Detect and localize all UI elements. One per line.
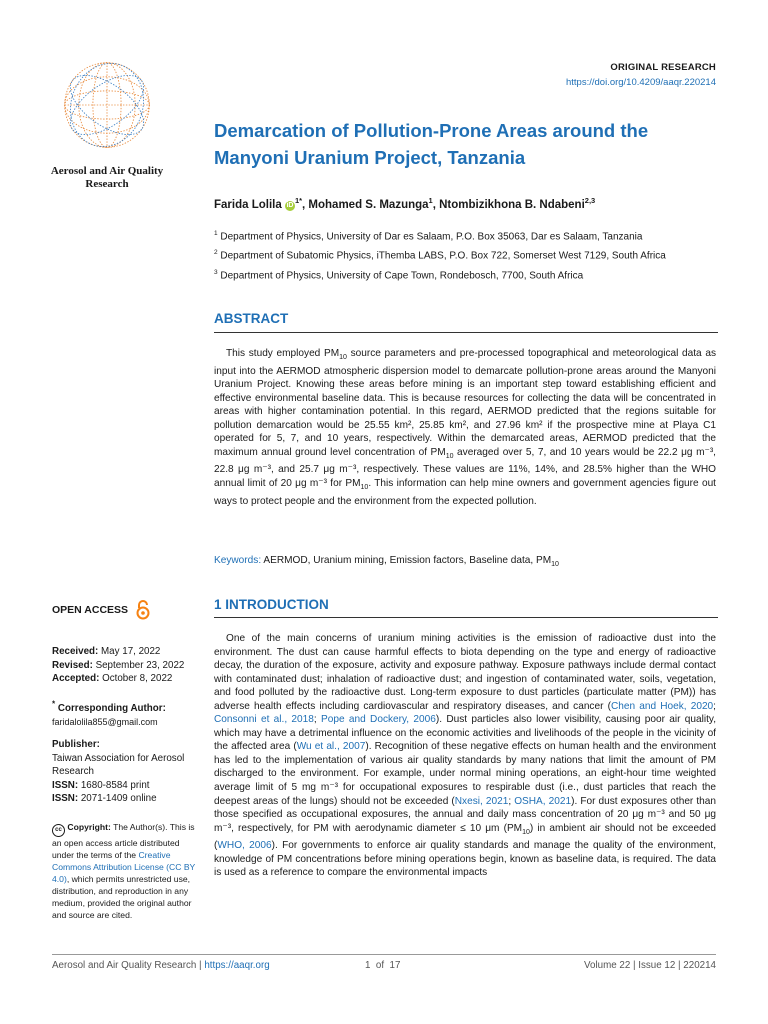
abstract-divider (214, 332, 718, 333)
received-date: Received: May 17, 2022 (52, 646, 161, 657)
introduction-body: One of the main concerns of uranium mining activities is the emission of radioactive dust into the environment. The dust can cause harmful effects to biota depending on the type and energy of radioactive decay, the duration of the exposure, activity and exposure pathway. Exposure pathways include dermal contact with contaminated dust; inhalation of radioactive dust; and ingestion of contaminated water, soils, vegetation, and food polluted by the radioactive dust. Long-term exposure to dust particles (particulate matter (PM)) has adverse health effects including cardiovascular and respiratory diseases, and cancer (Chen and Hoek, 2020; Consonni et al., 2018; Pope and Dockery, 2006). Dust particles also lower visibility, causing poor air quality, which may have a detrimental influence on the economic activities and livelihoods of the people in the vicinity of the affected area (Wu et al., 2007). Recognition of these negative effects on human health and the environment has led to the implementation of various air quality standards by many nations that limit the amount of PM discharged to the environment. For example, under normal mining operations, an eight-hour time weighted average limit of 5 mg m⁻³ for occupational exposures to respirable dust (i.e., dust particles that reach the deepest areas of the lungs) should not be exceeded (Nxesi, 2021; OSHA, 2021). For dust exposures other than those specified as occupational exposures, the annual and daily mass concentration of 20 μg m⁻³ and 50 μg m⁻³, respectively, for PM with aerodynamic diameter ≤ 10 μm $(PM_{10})$ in ambient air should not be exceeded (WHO, 2006). For governments to enforce air quality standards and manage the quality of the environment, knowledge of PM concentrations before mining operations begin, known as baseline data, is required. The data is used as a reference to compare the environmental impacts (214, 633, 717, 879)
open-access-label: OPEN ACCESS (52, 604, 129, 616)
citation-link[interactable]: WHO, 2006 (217, 840, 272, 852)
corresponding-email[interactable]: faridalolila855@gmail.com (52, 716, 158, 727)
citation-link[interactable]: Consonni et al., 2018 (214, 714, 314, 726)
journal-url-link[interactable]: https://aaqr.org (204, 960, 270, 971)
paper-title (214, 117, 724, 171)
footer-divider (52, 954, 716, 955)
author-1: Farida Lolila (214, 198, 285, 211)
abstract-body: This study employed $PM_{10}$ source parameters and pre-processed topographical and meteorological data as input into the AERMOD atmospheric dispersion model to demarcate pollution-prone areas around the Manyoni Uranium Project. Knowing these areas before mining is an important step toward establishing efficient and effective environmental baseline data. This is because resources for collecting the data will be concentrated in areas with higher contamination potential. In this regard, AERMOD predicted that the regions suitable for pollution demarcation would be 25.55 km², 25.85 km², and 27.96 km² if the prospective mine at Playa C1 operated for 5, 7, and 10 years, respectively. Within the demarcated areas, AERMOD predicted that the maximum annual ground level concentration of $PM_{10}$ averaged over 5, 7, and 10 years would be 22.2 μg m⁻³, 22.8 μg m⁻³, and 25.7 μg m⁻³, respectively. These values are 11%, 14%, and 28.5% higher than the WHO annual limit of 20 μg m⁻³ for $PM_{10}$. This information can help mine owners and government agencies figure out ways to protect people and the environment from the expected pollution. (214, 348, 716, 507)
cc-icon: cc (52, 824, 65, 837)
volume-info: Volume 22 | Issue 12 | 220214 (584, 960, 716, 971)
keywords: Keywords: AERMOD, Uranium mining, Emission factors, Baseline data, $PM_{10}$ (214, 555, 559, 569)
author-2-affil: 1 (428, 196, 433, 205)
revised-date: Revised: September 23, 2022 (52, 659, 185, 671)
author-3-affil: 2,3 (584, 196, 596, 205)
copyright-notice: cc Copyright: The Author(s). This is an open access article distributed under the terms of the Creative Commons Attribution License (CC BY 4.0), which permits unrestricted use, distribution, and reproduction in any medium, provided the original author and source are cited. (52, 822, 196, 920)
issn-print: ISSN: 1680-8584 print (52, 779, 150, 791)
article-dates (52, 645, 202, 686)
abstract-heading: ABSTRACT (214, 311, 289, 326)
license-link[interactable]: Creative Commons Attribution License (CC BY 4.0) (52, 850, 196, 884)
open-lock-icon (136, 600, 150, 620)
footer-journal: Aerosol and Air Quality Research | https://aaqr.org (52, 960, 270, 971)
accepted-date: Accepted: October 8, 2022 (52, 673, 173, 684)
journal-name (40, 165, 174, 191)
journal-name-line1: Aerosol and Air Quality (50, 165, 164, 177)
article-type: ORIGINAL RESEARCH (610, 62, 716, 73)
citation-link[interactable]: Chen and Hoek, 2020 (610, 700, 714, 712)
author-2: Mohamed S. Mazunga (308, 198, 429, 211)
keywords-label: Keywords: (214, 555, 262, 566)
citation-link[interactable]: Wu et al., 2007 (296, 741, 366, 753)
article-header (566, 60, 716, 90)
publisher-name: Taiwan Association for Aerosol Research (52, 752, 185, 777)
doi-link[interactable]: https://doi.org/10.4209/aaqr.220214 (565, 77, 716, 88)
introduction-heading: 1 INTRODUCTION (214, 597, 329, 612)
title-line2: Manyoni Uranium Project, Tanzania (214, 147, 526, 168)
affiliation-2: $^2$ Department of Subatomic Physics, iThemba LABS, P.O. Box 722, Somerset West 7129, South Africa (214, 249, 666, 262)
affiliation-1: $^1$ Department of Physics, University of Dar es Salaam, P.O. Box 35063, Dar es Salaam, Tanzania (214, 230, 643, 243)
citation-link[interactable]: OSHA, 2021 (514, 795, 572, 807)
author-list: Farida Lolila $iD^{1*}$, Mohamed S. Mazunga$^1$, Ntombizikhona B. Ndabeni$^{2,3}$ (214, 196, 596, 211)
citation-link[interactable]: Pope and Dockery, 2006 (321, 714, 436, 726)
globe-logo (60, 58, 154, 152)
author-3: Ntombizikhona B. Ndabeni (439, 198, 585, 211)
author-1-affil: 1* (294, 196, 303, 205)
citation-link[interactable]: Nxesi, 2021 (454, 795, 509, 807)
affiliation-list (214, 227, 714, 285)
page-number: 1 of 17 (365, 960, 401, 971)
journal-name-line2: Research (85, 178, 129, 190)
title-line1: Demarcation of Pollution-Prone Areas around the (214, 120, 649, 141)
corresponding-author: * Corresponding Author: faridalolila855@gmail.com (52, 698, 202, 729)
introduction-divider (214, 617, 718, 618)
open-access-badge (52, 600, 150, 620)
orcid-icon[interactable]: iD (286, 201, 294, 209)
issn-online: ISSN: 2071-1409 online (52, 793, 157, 804)
publisher-info: Publisher: Taiwan Association for Aerosol Research ISSN: 1680-8584 print ISSN: 2071-1409 online (52, 738, 202, 806)
affiliation-3: $^3$ Department of Physics, University of Cape Town, Rondebosch, 7700, South Africa (214, 268, 584, 281)
